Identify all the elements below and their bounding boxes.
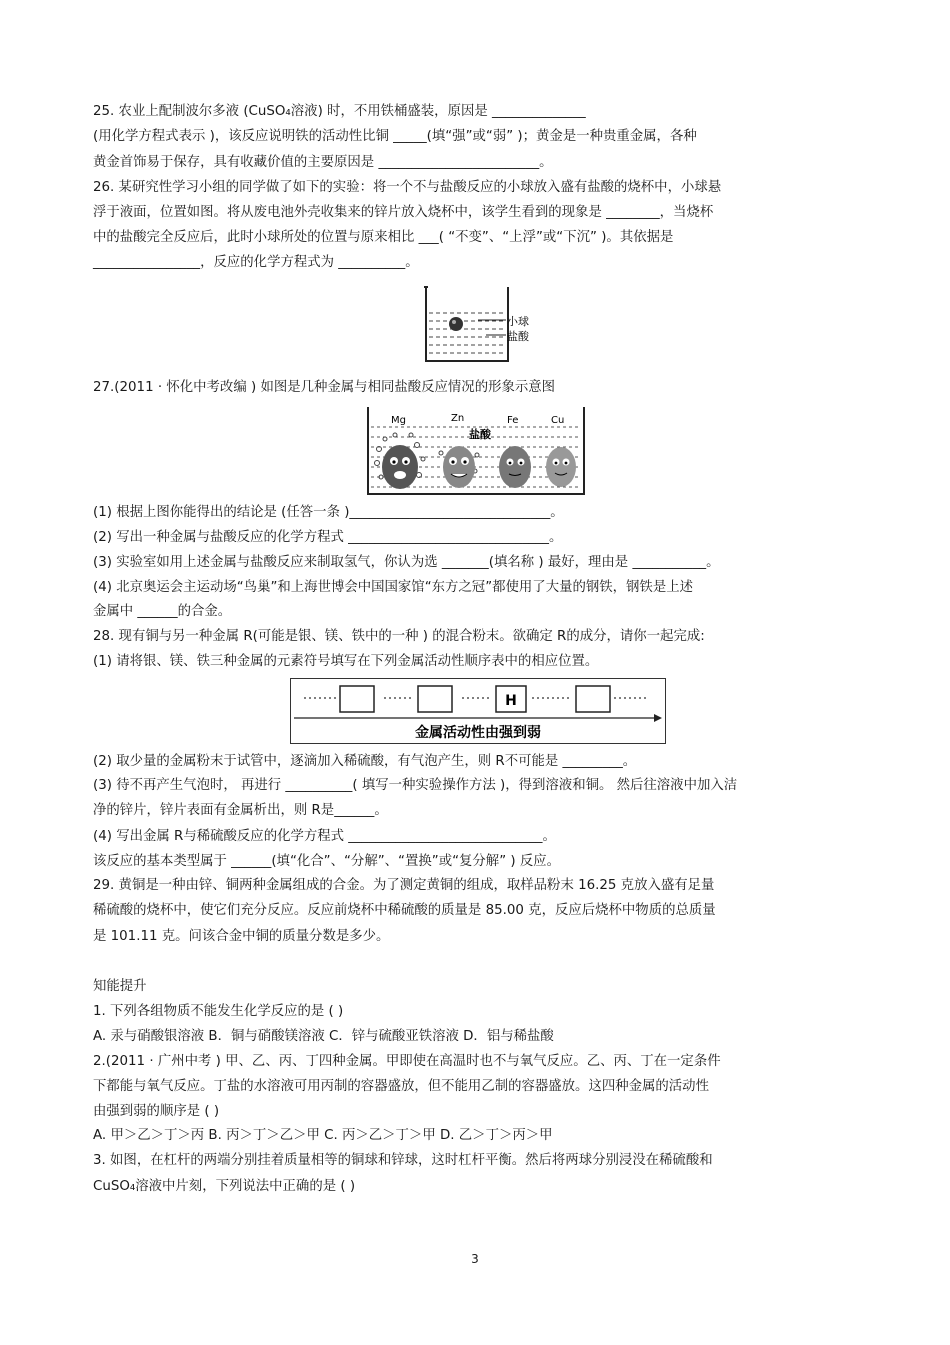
text-line: (2) 写出一种金属与盐酸反应的化学方程式 ______________________________。	[93, 530, 563, 545]
h-symbol: H	[505, 693, 517, 709]
text-line: 金属中 ______的合金。	[93, 604, 232, 619]
text-line: (4) 北京奥运会主运动场“鸟巢”和上海世博会中国国家馆“东方之冠”都使用了大量的钢铁，钢铁是上述	[93, 580, 693, 595]
label-ball: 小球	[507, 315, 529, 328]
label-zn: Zn	[451, 413, 465, 424]
text-line: 29. 黄铜是一种由锌、铜两种金属组成的合金。为了测定黄铜的组成，取样品粉末 16.25 克放入盛有足量	[93, 878, 715, 893]
text-line: 27.(2011 · 怀化中考改编 ) 如图是几种金属与相同盐酸反应情况的形象示意图	[93, 380, 556, 395]
text-line: 黄金首饰易于保存，具有收藏价值的主要原因是 ________________________。	[93, 155, 553, 170]
text-line: ________________，反应的化学方程式为 __________。	[93, 255, 419, 270]
text-line: 是 101.11 克。问该合金中铜的质量分数是多少。	[93, 929, 390, 944]
text-line: 稀硫酸的烧杯中，使它们充分反应。反应前烧杯中稀硫酸的质量是 85.00 克，反应后烧杯中物质的总质量	[93, 903, 716, 918]
text-line: 浮于液面，位置如图。将从废电池外壳收集来的锌片放入烧杯中，该学生看到的现象是 ________，当烧杯	[93, 205, 714, 220]
label-fe: Fe	[507, 415, 519, 426]
text-line: 28. 现有铜与另一种金属 R(可能是银、镁、铁中的一种 ) 的混合粉末。欲确定 R的成分，请你一起完成:	[93, 629, 705, 644]
cu-character-icon	[546, 447, 576, 487]
label-acid: 盐酸	[507, 330, 529, 343]
text-line: 2.(2011 · 广州中考 ) 甲、乙、丙、丁四种金属。甲即使在高温时也不与氧气反应。乙、丙、丁在一定条件	[93, 1054, 721, 1069]
text-line: 由强到弱的顺序是 ( )	[93, 1104, 220, 1119]
fe-character-icon	[499, 446, 531, 488]
text-line: 下都能与氧气反应。丁盐的水溶液可用丙制的容器盛放，但不能用乙制的容器盛放。这四种金属的活动性	[93, 1079, 709, 1094]
text-line: 该反应的基本类型属于 ______(填“化合”、“分解”、“置换”或“复分解” ) 反应。	[93, 854, 561, 869]
text-line: A. 甲＞乙＞丁＞丙 B. 丙＞丁＞乙＞甲 C. 丙＞乙＞丁＞甲 D. 乙＞丁＞丙＞甲	[93, 1128, 553, 1143]
text-line: 净的锌片，锌片表面有金属析出，则 R是______。	[93, 803, 388, 818]
blank-box	[576, 686, 610, 712]
text-line: A. 汞与硝酸银溶液 B．铜与硝酸镁溶液 C．锌与硫酸亚铁溶液 D．铝与稀盐酸	[93, 1029, 554, 1044]
blank-box	[340, 686, 374, 712]
label-cu: Cu	[551, 415, 565, 426]
text-line: (2) 取少量的金属粉末于试管中，逐滴加入稀硫酸，有气泡产生，则 R不可能是 _________。	[93, 754, 637, 769]
text-line: (1) 请将银、镁、铁三种金属的元素符号填写在下列金属活动性顺序表中的相应位置。	[93, 654, 599, 669]
ball-icon	[449, 317, 463, 331]
series-caption: 金属活动性由强到弱	[415, 725, 541, 741]
text-line: 26. 某研究性学习小组的同学做了如下的实验：将一个不与盐酸反应的小球放入盛有盐酸的烧杯中，小球悬	[93, 180, 722, 195]
text-line: 3. 如图，在杠杆的两端分别挂着质量相等的铜球和锌球，这时杠杆平衡。然后将两球分别浸没在稀硫酸和	[93, 1153, 713, 1168]
section-heading: 知能提升	[93, 979, 147, 994]
text-line: (3) 实验室如用上述金属与盐酸反应来制取氢气，你认为选 _______(填名称 ) 最好，理由是 ___________。	[93, 555, 720, 570]
label-acid: 盐酸	[469, 428, 491, 441]
metals-acid-figure	[365, 405, 587, 497]
page-number: 3	[471, 1252, 479, 1266]
text-line: 中的盐酸完全反应后，此时小球所处的位置与原来相比 ___( “不变”、“上浮”或“下沉” )。其依据是	[93, 230, 674, 245]
text-line: CuSO₄溶液中片刻，下列说法中正确的是 ( )	[93, 1179, 356, 1194]
text-line: (1) 根据上图你能得出的结论是 (任答一条 )______________________________。	[93, 505, 564, 520]
text-line: (用化学方程式表示 )，该反应说明铁的活动性比铜 _____(填“强”或“弱” )；黄金是一种贵重金属，各种	[93, 129, 697, 144]
activity-series-figure	[290, 678, 666, 744]
beaker-figure	[420, 283, 538, 367]
text-line: (3) 待不再产生气泡时， 再进行 __________( 填写一种实验操作方法 )，得到溶液和铜。 然后往溶液中加入洁	[93, 778, 738, 793]
text-line: (4) 写出金属 R与稀硫酸反应的化学方程式 _____________________________。	[93, 829, 556, 844]
text-line: 25. 农业上配制波尔多液 (CuSO₄溶液) 时，不用铁桶盛装，原因是 ______________	[93, 104, 586, 119]
blank-box	[418, 686, 452, 712]
label-mg: Mg	[391, 415, 406, 426]
text-line: 1. 下列各组物质不能发生化学反应的是 ( )	[93, 1004, 344, 1019]
